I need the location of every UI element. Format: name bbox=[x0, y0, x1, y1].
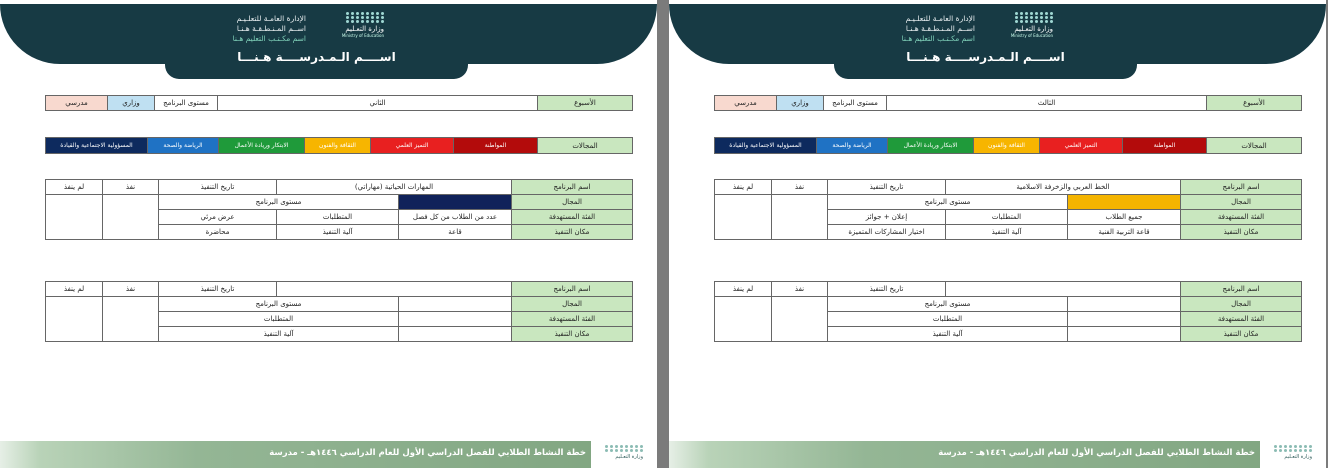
place-label: مكان التنفيذ bbox=[1181, 327, 1302, 342]
program-table-2 bbox=[45, 281, 633, 342]
requirements-label: المتطلبات bbox=[828, 312, 1068, 327]
school-name: اســــم الـمـدرســــة هـنـــا bbox=[906, 50, 1065, 64]
place-value[interactable] bbox=[1068, 327, 1181, 342]
week-label: الأسبوع bbox=[538, 96, 633, 111]
level-ministerial[interactable]: وزاري bbox=[777, 96, 824, 111]
footer-ministry-name: وزارة التعـليم bbox=[615, 454, 643, 460]
program-name-label: اسم البرنامج bbox=[1181, 282, 1302, 297]
program-name-label: اسم البرنامج bbox=[512, 180, 633, 195]
not-executed-check-cell[interactable] bbox=[715, 297, 772, 342]
executed-label: نفذ bbox=[103, 282, 159, 297]
field-value[interactable] bbox=[1068, 195, 1181, 210]
execution-date-label: تاريخ التنفيذ bbox=[828, 180, 946, 195]
executed-label: نفذ bbox=[772, 180, 828, 195]
program-name-value[interactable] bbox=[946, 282, 1181, 297]
not-executed-label: لم ينفذ bbox=[715, 180, 772, 195]
admin-line-3: اسم مكـتـب التعليم هـنا bbox=[901, 34, 975, 43]
level-school[interactable]: مدرسي bbox=[715, 96, 777, 111]
field-value[interactable] bbox=[399, 297, 512, 312]
mechanism-label: آلية التنفيذ bbox=[946, 225, 1068, 240]
requirements-label: المتطلبات bbox=[277, 210, 399, 225]
target-group-value[interactable] bbox=[1068, 312, 1181, 327]
requirements-label: المتطلبات bbox=[159, 312, 399, 327]
mechanism-label: آلية التنفيذ bbox=[159, 327, 399, 342]
mechanism-label: آلية التنفيذ bbox=[828, 327, 1068, 342]
requirements-value[interactable]: عرض مرئي bbox=[159, 210, 277, 225]
ministry-logo bbox=[334, 12, 384, 38]
program-level-label: مستوى البرنامج bbox=[824, 96, 887, 111]
program-table-1 bbox=[45, 179, 633, 240]
executed-label: نفذ bbox=[772, 282, 828, 297]
place-value[interactable] bbox=[399, 327, 512, 342]
place-label: مكان التنفيذ bbox=[1181, 225, 1302, 240]
domains-label: المجالات bbox=[538, 138, 633, 154]
not-executed-label: لم ينفذ bbox=[46, 282, 103, 297]
domain-innovation[interactable]: الابتكار وريادة الأعمال bbox=[888, 138, 974, 154]
admin-line-3: اسم مكـتـب التعليم هـنا bbox=[232, 34, 306, 43]
footer-text: خطة النشاط الطلابي للفصل الدراسي الأول للعام الدراسي ١٤٤٦هـ - مدرسة bbox=[269, 448, 586, 458]
mechanism-label: آلية التنفيذ bbox=[277, 225, 399, 240]
program-level-label: مستوى البرنامج bbox=[828, 297, 1068, 312]
program-level-label: مستوى البرنامج bbox=[159, 297, 399, 312]
executed-check-cell[interactable] bbox=[772, 195, 828, 240]
domain-academic-excellence[interactable]: التميز العلمي bbox=[371, 138, 454, 154]
admin-line-1: الإدارة العامـة للتعلـيـم bbox=[236, 14, 306, 23]
domains-table bbox=[714, 137, 1302, 154]
administration-block bbox=[859, 14, 975, 44]
footer-ministry-logo bbox=[603, 445, 643, 460]
admin-line-2: اســم المـنـطـقـة هـنـا bbox=[905, 24, 975, 33]
program-name-label: اسم البرنامج bbox=[512, 282, 633, 297]
school-name: اســــم الـمـدرســــة هـنـــا bbox=[237, 50, 396, 64]
administration-block bbox=[190, 14, 306, 44]
mechanism-value[interactable]: محاضرة bbox=[159, 225, 277, 240]
ministry-name-en: Ministry of Education bbox=[341, 33, 384, 38]
target-group-value[interactable]: جميع الطلاب bbox=[1068, 210, 1181, 225]
domain-sports-health[interactable]: الرياضة والصحة bbox=[148, 138, 219, 154]
place-value[interactable]: قاعة التربية الفنية bbox=[1068, 225, 1181, 240]
week-label: الأسبوع bbox=[1207, 96, 1302, 111]
domain-social-responsibility[interactable]: المسؤولية الاجتماعية والقيادة bbox=[46, 138, 148, 154]
program-level-label: مستوى البرنامج bbox=[828, 195, 1068, 210]
domain-citizenship[interactable]: المواطنة bbox=[454, 138, 538, 154]
field-label: المجال bbox=[1181, 195, 1302, 210]
program-table-2 bbox=[714, 281, 1302, 342]
document-page-1 bbox=[0, 0, 657, 468]
domain-academic-excellence[interactable]: التميز العلمي bbox=[1040, 138, 1123, 154]
executed-check-cell[interactable] bbox=[103, 195, 159, 240]
domain-innovation[interactable]: الابتكار وريادة الأعمال bbox=[219, 138, 305, 154]
field-label: المجال bbox=[1181, 297, 1302, 312]
week-value[interactable]: الثالث bbox=[887, 96, 1207, 111]
ministry-name-en: Ministry of Education bbox=[1010, 33, 1053, 38]
execution-date-label: تاريخ التنفيذ bbox=[159, 282, 277, 297]
week-table bbox=[714, 95, 1302, 111]
ministry-logo bbox=[1003, 12, 1053, 38]
not-executed-label: لم ينفذ bbox=[715, 282, 772, 297]
place-label: مكان التنفيذ bbox=[512, 327, 633, 342]
program-name-label: اسم البرنامج bbox=[1181, 180, 1302, 195]
domain-culture-arts[interactable]: الثقافة والفنون bbox=[974, 138, 1040, 154]
level-school[interactable]: مدرسي bbox=[46, 96, 108, 111]
field-value[interactable] bbox=[1068, 297, 1181, 312]
program-name-value[interactable] bbox=[277, 282, 512, 297]
not-executed-check-cell[interactable] bbox=[46, 195, 103, 240]
target-group-label: الفئة المستهدفة bbox=[1181, 312, 1302, 327]
footer-ministry-logo bbox=[1272, 445, 1312, 460]
program-level-label: مستوى البرنامج bbox=[159, 195, 399, 210]
footer-band bbox=[0, 441, 657, 468]
domains-table bbox=[45, 137, 633, 154]
executed-label: نفذ bbox=[103, 180, 159, 195]
footer-band bbox=[669, 441, 1326, 468]
program-name-value[interactable]: الخط العربي والزخرفة الاسلامية bbox=[946, 180, 1181, 195]
ministry-name-ar: وزارة التعـليم bbox=[345, 25, 384, 33]
document-page-2 bbox=[669, 0, 1326, 468]
domain-culture-arts[interactable]: الثقافة والفنون bbox=[305, 138, 371, 154]
domain-social-responsibility[interactable]: المسؤولية الاجتماعية والقيادة bbox=[715, 138, 817, 154]
requirements-value[interactable]: إعلان + جوائز bbox=[828, 210, 946, 225]
domain-citizenship[interactable]: المواطنة bbox=[1123, 138, 1207, 154]
field-label: المجال bbox=[512, 297, 633, 312]
domain-sports-health[interactable]: الرياضة والصحة bbox=[817, 138, 888, 154]
ministry-logo-icon bbox=[334, 12, 384, 23]
level-ministerial[interactable]: وزاري bbox=[108, 96, 155, 111]
target-group-value[interactable] bbox=[399, 312, 512, 327]
program-table-1 bbox=[714, 179, 1302, 240]
target-group-value[interactable]: عدد من الطلاب من كل فصل bbox=[399, 210, 512, 225]
execution-date-label: تاريخ التنفيذ bbox=[828, 282, 946, 297]
executed-check-cell[interactable] bbox=[103, 297, 159, 342]
ministry-logo-icon bbox=[1272, 445, 1312, 452]
field-label: المجال bbox=[512, 195, 633, 210]
admin-line-1: الإدارة العامـة للتعلـيـم bbox=[905, 14, 975, 23]
mechanism-value[interactable]: اختيار المشاركات المتميزة bbox=[828, 225, 946, 240]
target-group-label: الفئة المستهدفة bbox=[512, 312, 633, 327]
target-group-label: الفئة المستهدفة bbox=[512, 210, 633, 225]
requirements-label: المتطلبات bbox=[946, 210, 1068, 225]
place-value[interactable]: قاعة bbox=[399, 225, 512, 240]
place-label: مكان التنفيذ bbox=[512, 225, 633, 240]
footer-ministry-name: وزارة التعـليم bbox=[1284, 454, 1312, 460]
program-name-value[interactable]: المهارات الحياتية (مهاراتي) bbox=[277, 180, 512, 195]
week-table bbox=[45, 95, 633, 111]
footer-text: خطة النشاط الطلابي للفصل الدراسي الأول للعام الدراسي ١٤٤٦هـ - مدرسة bbox=[938, 448, 1255, 458]
not-executed-check-cell[interactable] bbox=[715, 195, 772, 240]
ministry-logo-icon bbox=[1003, 12, 1053, 23]
admin-line-2: اســم المـنـطـقـة هـنـا bbox=[236, 24, 306, 33]
domains-label: المجالات bbox=[1207, 138, 1302, 154]
not-executed-label: لم ينفذ bbox=[46, 180, 103, 195]
ministry-name-ar: وزارة التعـليم bbox=[1014, 25, 1053, 33]
field-value[interactable] bbox=[399, 195, 512, 210]
execution-date-label: تاريخ التنفيذ bbox=[159, 180, 277, 195]
program-level-label: مستوى البرنامج bbox=[155, 96, 218, 111]
not-executed-check-cell[interactable] bbox=[46, 297, 103, 342]
week-value[interactable]: الثاني bbox=[218, 96, 538, 111]
ministry-logo-icon bbox=[603, 445, 643, 452]
target-group-label: الفئة المستهدفة bbox=[1181, 210, 1302, 225]
executed-check-cell[interactable] bbox=[772, 297, 828, 342]
